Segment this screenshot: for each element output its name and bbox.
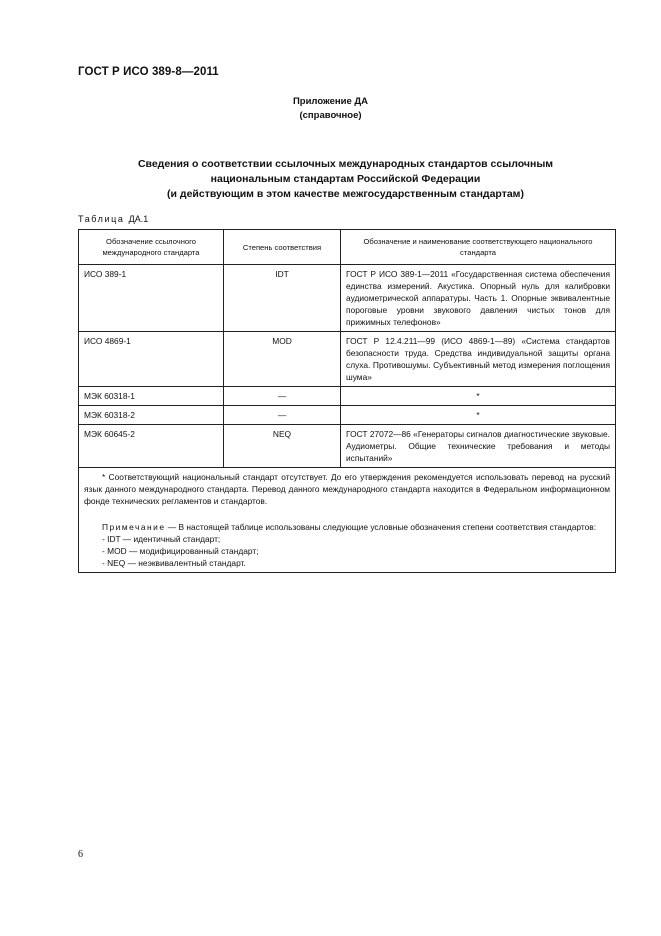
cell-degree: MOD [224,332,341,387]
cell-degree: — [224,387,341,406]
table-row [79,265,616,332]
cell-degree: IDT [224,265,341,332]
annex-subtitle: (справочное) [299,110,362,121]
correspondence-table [78,229,616,573]
cell-name: ГОСТ Р ИСО 389-1—2011 «Государственная система обеспечения единства измерений. Акустика. Опорный нуль для калибровки аудиометрической аппаратуры. Часть 1. Опорные эквивалентные пороговые уровни звукового давления чистых тонов для прижимных телефонов» [341,265,616,332]
cell-degree: NEQ [224,425,341,468]
note-label: Примечание [102,522,166,532]
table-caption-word: Таблица [78,214,125,224]
cell-code: ИСО 389-1 [79,265,224,332]
header-national-standard: Обозначение и наименование соответствующего национального стандарта [341,230,616,265]
table-caption [78,214,148,224]
table-notes [79,468,616,573]
footnote: * Соответствующий национальный стандарт отсутствует. До его утверждения рекомендуется использовать перевод на русский язык данного международного стандарта. Перевод данного международного стандарта находится в Федеральном информационном фонде технических регламентов и стандартов. [84,472,610,506]
cell-code: МЭК 60318-1 [79,387,224,406]
note-item: - MOD — модифицированный стандарт; [102,546,259,556]
table-caption-number: ДА.1 [128,214,149,224]
header-degree: Степень соответствия [224,230,341,265]
note-item: - NEQ — неэквивалентный стандарт. [102,558,246,568]
document-id: ГОСТ Р ИСО 389-8—2011 [78,66,219,78]
cell-name: * [341,387,616,406]
table-row [79,387,616,406]
cell-name: ГОСТ Р 12.4.211—99 (ИСО 4869-1—89) «Система стандартов безопасности труда. Средства индивидуальной защиты органа слуха. Противошумы. Субъективный метод измерения поглощения шума» [341,332,616,387]
page-number: 6 [78,849,83,860]
section-title [78,157,613,202]
table-row [79,406,616,425]
note [84,521,610,533]
section-title-line-3: (и действующим в этом качестве межгосударственным стандартам) [167,188,524,200]
section-title-line-1: Сведения о соответствии ссылочных международных стандартов ссылочным [137,158,554,170]
annex-title: Приложение ДА [292,96,369,107]
note-text: — В настоящей таблице использованы следующие условные обозначения степени соответствия стандартов: [165,522,597,532]
annex-heading [78,95,583,123]
table-header-row [79,230,616,265]
table-row [79,332,616,387]
section-title-line-2: национальным стандартам Российской Федерации [210,173,481,185]
cell-code: МЭК 60645-2 [79,425,224,468]
header-reference-standard: Обозначение ссылочного международного стандарта [79,230,224,265]
cell-name: * [341,406,616,425]
table-notes-row [79,468,616,573]
cell-code: МЭК 60318-2 [79,406,224,425]
cell-degree: — [224,406,341,425]
cell-name: ГОСТ 27072—86 «Генераторы сигналов диагностические звуковые. Аудиометры. Общие технические требования и методы испытаний» [341,425,616,468]
note-item: - IDT — идентичный стандарт; [102,534,221,544]
cell-code: ИСО 4869-1 [79,332,224,387]
table-row [79,425,616,468]
